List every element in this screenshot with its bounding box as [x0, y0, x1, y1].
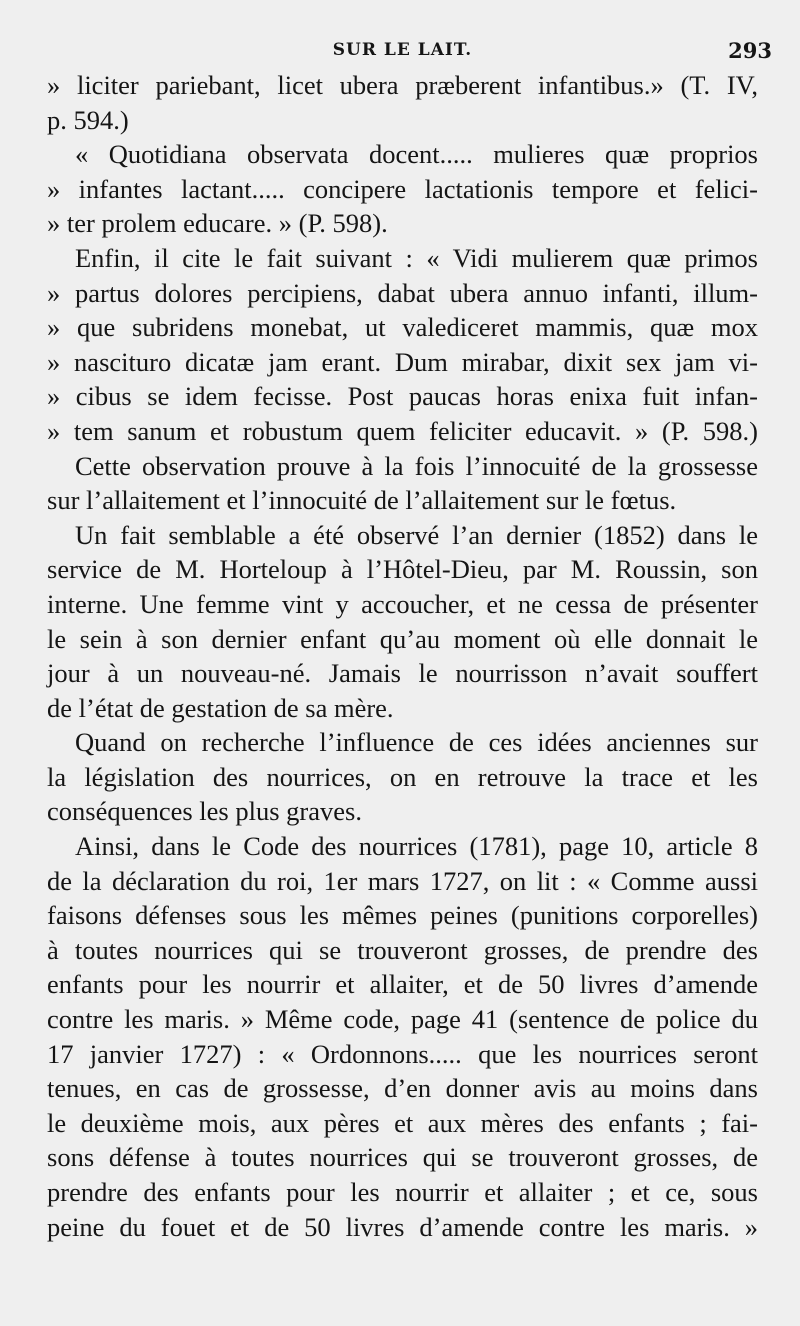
text-line: » liciter pariebant, licet ubera præberent infantibus.» (T. IV,	[47, 70, 758, 100]
running-title: SUR LE LAIT.	[332, 40, 473, 60]
text-line: prendre des enfants pour les nourrir et allaiter ; et ce, sous	[47, 1177, 758, 1207]
text-line: Quand on recherche l’influence de ces idées anciennes sur	[75, 727, 758, 758]
text-line: » tem sanum et robustum quem feliciter educavit. » (P. 598.)	[47, 415, 758, 446]
text-line: » partus dolores percipiens, dabat ubera annuo infanti, illum-	[47, 277, 758, 308]
body-text	[47, 68, 758, 1244]
text-line: de la déclaration du roi, 1er mars 1727, on lit : « Comme aussi	[47, 865, 758, 896]
running-header	[47, 34, 772, 66]
text-line: sons défense à toutes nourrices qui se trouveront grosses, de	[47, 1142, 758, 1173]
text-line: tenues, en cas de grossesse, d’en donner avis au moins dans	[47, 1073, 758, 1104]
text-line: faisons défenses sous les mêmes peines (punitions corporelles)	[47, 900, 758, 931]
text-line: » ter prolem educare. » (P. 598).	[47, 208, 388, 239]
text-line: Ainsi, dans le Code des nourrices (1781), page 10, article 8	[75, 831, 758, 862]
text-line: enfants pour les nourrir et allaiter, et de 50 livres d’amende	[47, 969, 758, 1000]
text-line: p. 594.)	[47, 104, 129, 135]
text-line: jour à un nouveau-né. Jamais le nourrisson n’avait souffert	[47, 658, 758, 689]
text-line: conséquences les plus graves.	[47, 796, 362, 827]
text-line: à toutes nourrices qui se trouveront grosses, de prendre des	[47, 934, 758, 965]
text-line: Un fait semblable a été observé l’an dernier (1852) dans le	[75, 519, 758, 550]
text-line: la législation des nourrices, on en retrouve la trace et les	[47, 761, 758, 792]
text-line: contre les maris. » Même code, page 41 (sentence de police du	[47, 1004, 758, 1035]
page-number: 293	[728, 38, 772, 63]
text-line: » cibus se idem fecisse. Post paucas horas enixa fuit infan-	[47, 381, 758, 412]
text-line: 17 janvier 1727) : « Ordonnons..... que les nourrices seront	[47, 1038, 758, 1069]
text-line: « Quotidiana observata docent..... mulieres quæ proprios	[75, 139, 758, 170]
text-line: service de M. Horteloup à l’Hôtel-Dieu, par M. Roussin, son	[47, 554, 758, 585]
text-line: le deuxième mois, aux pères et aux mères des enfants ; fai-	[47, 1107, 758, 1138]
text-line: peine du fouet et de 50 livres d’amende contre les maris. »	[47, 1211, 758, 1242]
text-line: » que subridens monebat, ut valediceret mammis, quæ mox	[47, 312, 758, 343]
text-line: Cette observation prouve à la fois l’innocuité de la grossesse	[75, 450, 758, 481]
text-line: de l’état de gestation de sa mère.	[47, 692, 394, 723]
text-line: » nascituro dicatæ jam erant. Dum mirabar, dixit sex jam vi-	[47, 346, 758, 377]
text-line: interne. Une femme vint y accoucher, et ne cessa de présenter	[47, 588, 758, 619]
text-line: sur l’allaitement et l’innocuité de l’allaitement sur le fœtus.	[47, 485, 677, 516]
text-line: le sein à son dernier enfant qu’au moment où elle donnait le	[47, 623, 758, 654]
text-line: » infantes lactant..... concipere lactationis tempore et felici-	[47, 173, 758, 204]
text-line: Enfin, il cite le fait suivant : « Vidi mulierem quæ primos	[75, 242, 758, 273]
